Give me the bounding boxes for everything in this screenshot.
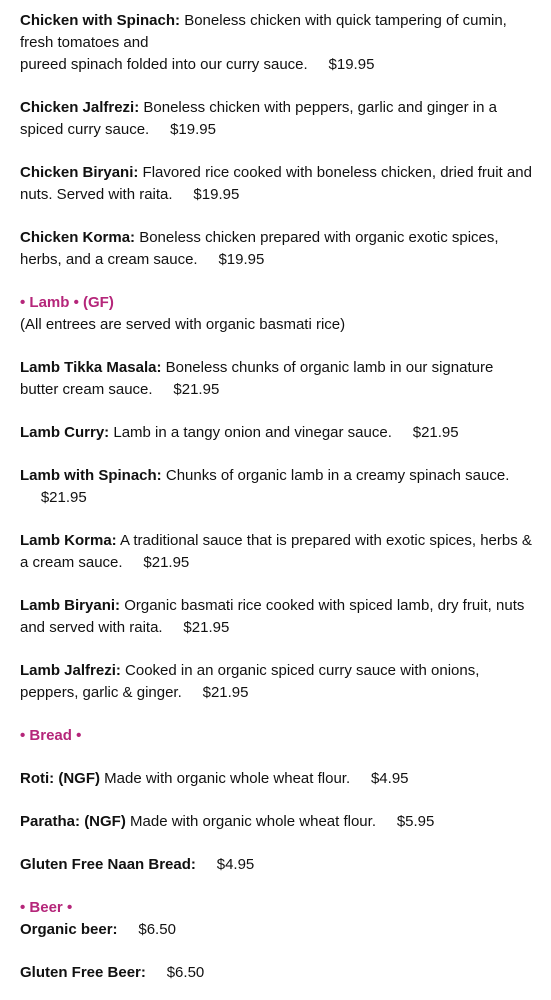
item-name: Lamb Jalfrezi: [20,662,121,679]
item-description: Boneless chicken with peppers, garlic and ginger in a spiced curry sauce. [20,99,497,138]
item-name: Chicken Korma: [20,229,136,246]
section-heading-bread: • Bread • [20,727,82,744]
item-description: Boneless chicken prepared with organic exotic spices, herbs, and a cream sauce. [20,229,499,268]
item-name: Organic beer: [20,921,118,938]
item-description: Made with organic whole wheat flour. [125,813,376,830]
item-price: $6.50 [138,921,176,938]
item-price: $5.95 [396,813,435,830]
item-name: Lamb Korma: [20,532,117,549]
menu-item-lamb-with-spinach [20,465,533,509]
section-lamb [20,292,533,336]
menu-item-roti [20,768,533,790]
item-description: Organic basmati rice cooked with spiced lamb, dry fruit, nuts and served with raita. [20,597,525,636]
item-price: $4.95 [370,770,409,787]
section-heading-lamb: • Lamb • (GF) [20,294,114,311]
menu-item-chicken-jalfrezi [20,97,533,141]
item-name: Gluten Free Beer: [20,964,146,981]
menu-item-gluten-free-beer [20,962,533,984]
section-bread [20,725,533,747]
item-description: A traditional sauce that is prepared with exotic spices, herbs & a cream sauce. [20,532,532,571]
menu-item-lamb-korma [20,530,533,574]
menu-item-chicken-korma [20,227,533,271]
item-description: Boneless chunks of organic lamb in our signature butter cream sauce. [20,359,494,398]
item-price: $19.95 [193,186,240,203]
menu-item-organic-beer [20,919,533,941]
item-name: Gluten Free Naan Bread: [20,856,196,873]
item-price: $21.95 [173,381,220,398]
item-name: Chicken Biryani: [20,164,139,181]
menu-item-gluten-free-naan [20,854,533,876]
menu-item-lamb-jalfrezi [20,660,533,704]
item-name: Chicken with Spinach: [20,12,181,29]
section-note: (All entrees are served with organic basmati rice) [20,316,346,333]
menu-item-lamb-tikka-masala [20,357,533,401]
item-description: Lamb in a tangy onion and vinegar sauce. [109,424,392,441]
item-price: $19.95 [170,121,216,138]
item-name: Lamb with Spinach: [20,467,162,484]
item-description: Flavored rice cooked with boneless chicken, dried fruit and nuts. Served with raita. [20,164,532,203]
item-description: Chunks of organic lamb in a creamy spinach sauce. [161,467,510,484]
item-price: $21.95 [202,684,249,701]
item-name: Lamb Tikka Masala: [20,359,162,376]
item-description: Cooked in an organic spiced curry sauce with onions, peppers, garlic & ginger. [20,662,480,701]
menu-item-chicken-biryani [20,162,533,206]
menu-item-lamb-curry [20,422,533,444]
item-price: $19.95 [218,251,265,268]
section-heading-beer: • Beer • [20,899,73,916]
item-name: Chicken Jalfrezi: [20,99,140,116]
menu-item-paratha [20,811,533,833]
item-price: $6.50 [166,964,205,981]
item-name: Lamb Curry: [20,424,110,441]
item-price: $19.95 [328,56,375,73]
item-price: $21.95 [183,619,230,636]
item-description: Boneless chicken with quick tampering of cumin, fresh tomatoes and [20,12,507,51]
item-description: Made with organic whole wheat flour. [99,770,351,787]
item-name: Roti: (NGF) [20,770,100,787]
item-price: $21.95 [40,489,87,506]
item-name: Lamb Biryani: [20,597,121,614]
menu-item-lamb-biryani [20,595,533,639]
item-price: $4.95 [216,856,255,873]
item-description-cont: pureed spinach folded into our curry sauce. [20,56,308,73]
item-price: $21.95 [143,554,190,571]
menu-item-chicken-with-spinach [20,10,533,76]
item-name: Paratha: (NGF) [20,813,126,830]
item-price: $21.95 [412,424,459,441]
